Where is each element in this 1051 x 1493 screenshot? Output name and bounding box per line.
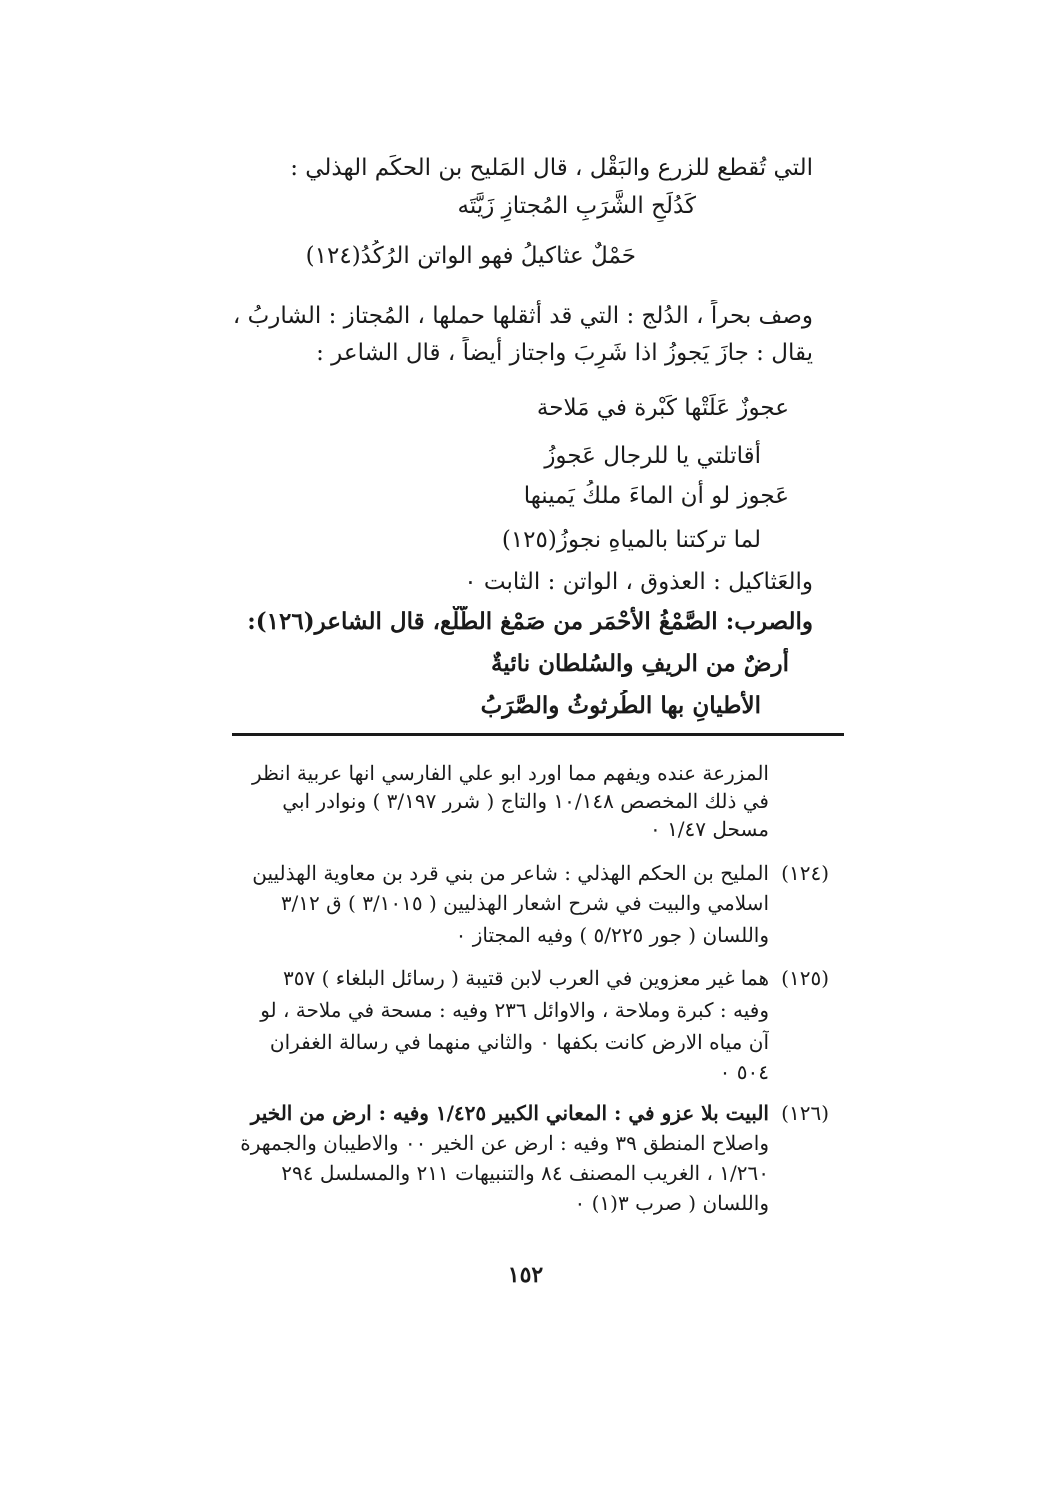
footnote-line: المزرعة عنده ويفهم مما اورد ابو علي الفارسي انها عربية انظر [251, 761, 769, 785]
footnote-line: آن مياه الارض كانت بكفها ٠ والثاني منهما في رسالة الغفران [269, 1030, 769, 1054]
verse-line: أقاتلتي يا للرجال عَجوزُ [544, 443, 761, 469]
page-number: ١٥٢ [507, 1262, 544, 1288]
footnote-line: واصلاح المنطق ٣٩ وفيه : ارض عن الخير ٠٠ والاطيبان والجمهرة [240, 1131, 769, 1155]
footnote-number: (١٢٥) [781, 966, 829, 990]
footnote-number: (١٢٤) [781, 861, 829, 885]
verse-line: لما تركتنا بالمياهِ نجوزُ(١٢٥) [501, 527, 761, 553]
body-line: التي تُقطع للزرع والبَقْل ، قال المَليح بن الحكَم الهذلي : [290, 155, 813, 181]
footnote-line: وفيه : كبرة وملاحة ، والاوائل ٢٣٦ وفيه : مسحة في ملاحة ، لو [260, 998, 769, 1022]
verse-line: الأطيانِ بها الطُرثوثُ والصَّرَبُ [480, 692, 761, 719]
footnote-line: ٥٠٤ ٠ [719, 1060, 769, 1084]
footnote-line: هما غير معزوين في العرب لابن قتيبة ( رسائل البلغاء ) ٣٥٧ [282, 966, 769, 990]
body-line: والعَثاكيل : العذوق ، الواتن : الثابت ٠ [464, 569, 813, 595]
footnote-line: في ذلك المخصص ١٠/١٤٨ والتاج ( شرر ٣/١٩٧ ) ونوادر ابي [282, 789, 769, 813]
footnote-line: واللسان ( جور ٥/٢٢٥ ) وفيه المجتاز ٠ [455, 923, 769, 947]
footnote-line: مسحل ١/٤٧ ٠ [649, 817, 769, 841]
footnote-line: واللسان ( صرب ٣(١) ٠ [574, 1191, 769, 1215]
verse-line: كَدُلَحِ الشَّرَبِ المُجتازِ زَيَّتَه [457, 193, 696, 219]
body-line: وصف بحراً ، الدُلج : التي قد أثقلها حملها ، المُجتاز : الشاربُ ، [232, 303, 813, 329]
verse-line: حَمْلٌ عثاكيلُ فهو الواتن الرُكُدُ(١٢٤) [305, 243, 636, 269]
footnote-line: اسلامي والبيت في شرح اشعار الهذليين ( ٣/١٠١٥ ) ق ٣/١٢ [280, 891, 769, 915]
footnote-line: المليح بن الحكم الهذلي : شاعر من بني قرد بن معاوية الهذليين [252, 861, 769, 885]
verse-line: عجوزٌ عَلَتْها كَبْرة في مَلاحة [536, 395, 789, 421]
body-line: يقال : جازَ يَجوزُ اذا شَرِبَ واجتاز أيضاً ، قال الشاعر : [316, 340, 813, 366]
body-line: والصرب: الصَّمْغُ الأحْمَر من صَمْغ الطَّلْع، قال الشاعر(١٢٦): [247, 608, 813, 635]
footnote-separator [232, 733, 844, 736]
footnote-line: البيت بلا عزو في : المعاني الكبير ١/٤٢٥ وفيه : ارض من الخير [250, 1101, 769, 1125]
footnote-number: (١٢٦) [781, 1101, 829, 1125]
verse-line: عَجوز لو أن الماءَ ملكُ يَمينها [523, 483, 789, 509]
verse-line: أرضٌ من الريفِ والسُلطان نائيةٌ [491, 650, 789, 677]
footnote-line: ١/٢٦٠ ، الغريب المصنف ٨٤ والتنبيهات ٢١١ والمسلسل ٢٩٤ [281, 1161, 769, 1185]
